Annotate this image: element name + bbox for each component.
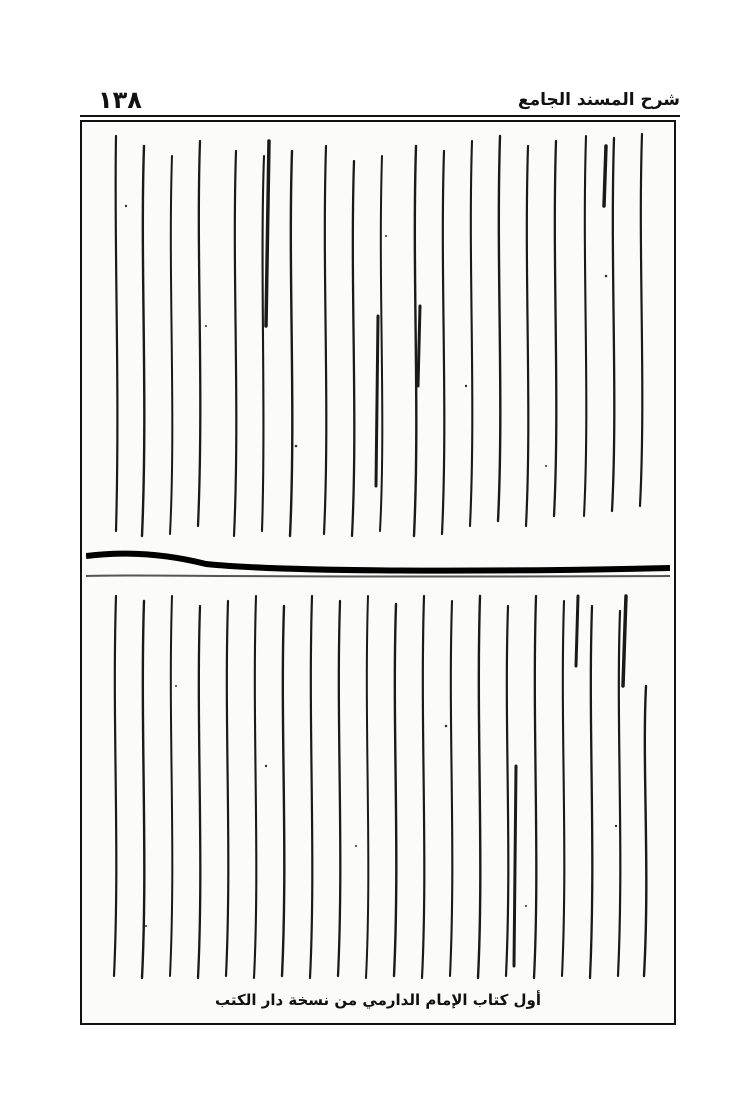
binding-fold [86,554,670,577]
running-title: شرح المسند الجامع [517,90,680,110]
upper-manuscript-page [116,134,643,536]
manuscript-image [86,126,670,986]
lower-manuscript-page [114,596,646,978]
page-number: ١٣٨ [98,86,142,114]
figure-frame [80,120,676,1025]
figure-caption: أول كتاب الإمام الدارمي من نسخة دار الكتب [214,991,542,1009]
header-rule [80,115,680,117]
page-header [80,86,680,118]
